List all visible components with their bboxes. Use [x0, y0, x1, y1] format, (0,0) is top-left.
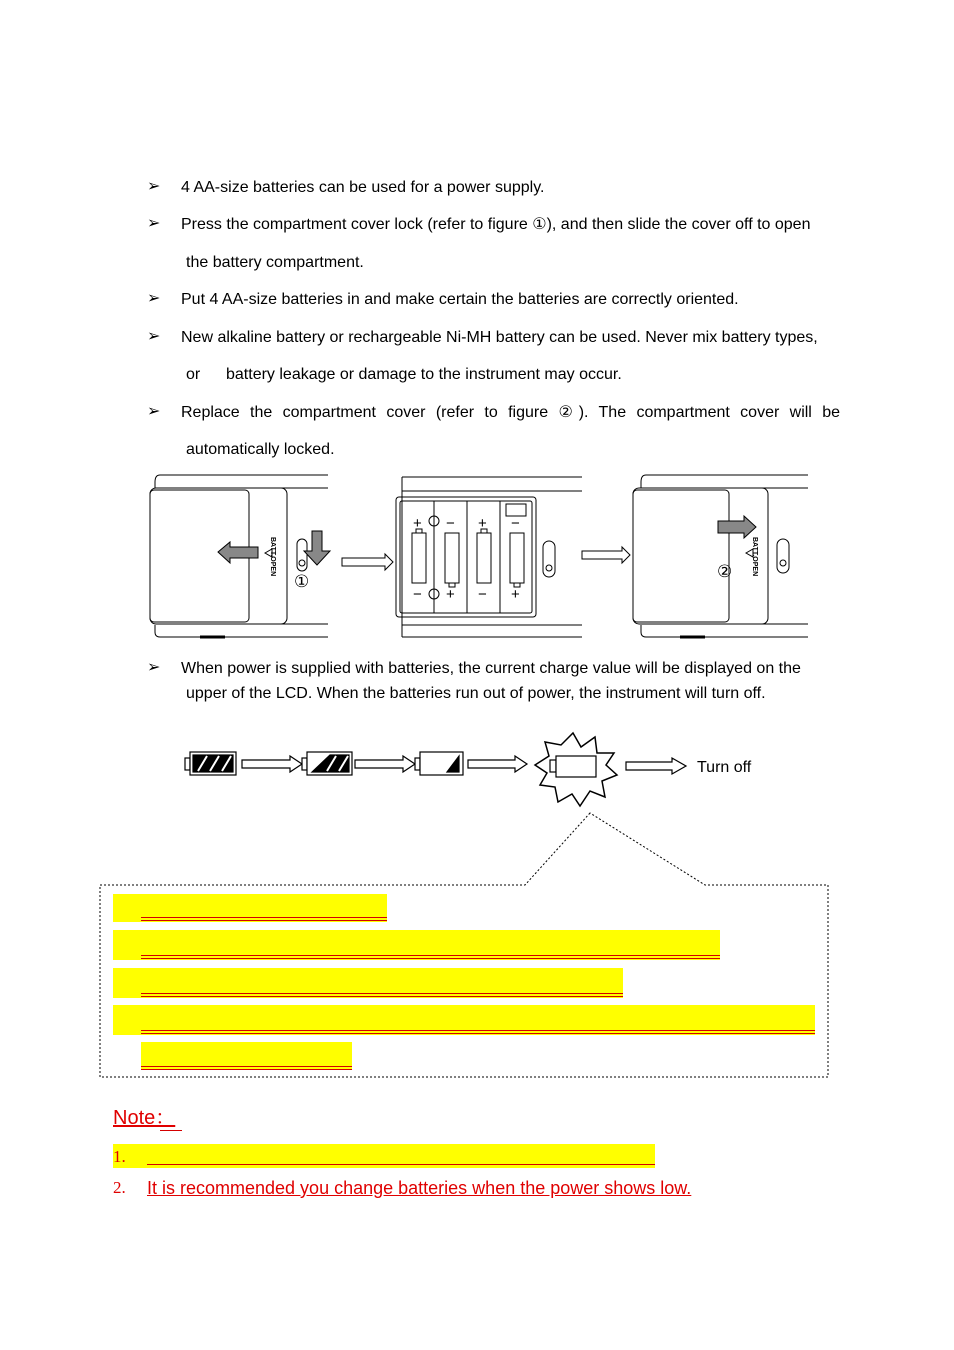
polarity-label: + [446, 586, 455, 603]
note-title: Note： [113, 1107, 176, 1129]
bullet-text-4-cont-b: battery leakage or damage to the instrument may occur. [226, 366, 622, 383]
bullet-text-4-cont-a: or [186, 366, 201, 383]
callout-underline [141, 1069, 352, 1070]
bullet-icon: ➢ [147, 290, 161, 307]
bullet-icon: ➢ [147, 215, 161, 232]
turn-off-arrow [626, 758, 686, 774]
note-item-2-text: It is recommended you change batteries when the power shows low. [147, 1178, 692, 1198]
polarity-label: + [478, 515, 487, 532]
battery-full-icon [185, 752, 236, 775]
polarity-label: − [478, 586, 487, 603]
callout-underline [141, 1066, 352, 1067]
callout-underline [141, 996, 623, 997]
polarity-label: + [511, 586, 520, 603]
bullet-icon: ➢ [147, 403, 161, 420]
bullet-text-2-cont: the battery compartment. [186, 254, 364, 271]
polarity-label: − [511, 515, 520, 532]
turn-off-label: Turn off [697, 759, 752, 776]
step-2-marker: ② [717, 562, 733, 581]
callout-underline [141, 993, 623, 994]
callout-underline [141, 958, 720, 959]
battery-two-thirds-icon [302, 752, 352, 775]
level-arrow [468, 756, 527, 772]
batt-open-label-left: BATT.OPEN [269, 537, 276, 577]
polarity-label: − [446, 515, 455, 532]
bullet-icon: ➢ [147, 659, 161, 676]
battery-empty-flashing-icon [535, 733, 617, 806]
polarity-label: + [413, 515, 422, 532]
bullet-text-5: Replace the compartment cover (refer to figure ②). The compartment cover will be [181, 404, 840, 421]
note-title-underline [160, 1130, 182, 1131]
callout-underline [141, 955, 720, 956]
bullet-icon: ➢ [147, 328, 161, 345]
bullet-text-3: Put 4 AA-size batteries in and make certain the batteries are correctly oriented. [181, 291, 739, 308]
level-arrow [242, 756, 302, 772]
note-item-2-number: 2. [113, 1178, 126, 1197]
battery-one-third-icon [415, 752, 463, 775]
callout-underline [141, 1030, 815, 1031]
bullet-text-2: Press the compartment cover lock (refer to figure ①), and then slide the cover off to open [181, 216, 811, 233]
bullet-text-5-cont: automatically locked. [186, 441, 335, 458]
level-arrow [355, 756, 415, 772]
bullet-text-4: New alkaline battery or rechargeable Ni-MH battery can be used. Never mix battery types, [181, 329, 818, 346]
step-1-marker: ① [294, 572, 310, 591]
note-item-1-underline [147, 1164, 655, 1165]
callout-underline [141, 920, 387, 921]
callout-underline [141, 917, 387, 918]
bullet-text-1: 4 AA-size batteries can be used for a power supply. [181, 179, 545, 196]
callout-underline [141, 1033, 815, 1034]
note-item-1-number: 1. [113, 1147, 126, 1166]
batt-open-label-right: BATT.OPEN [751, 537, 758, 577]
bullet-text-6: When power is supplied with batteries, the current charge value will be displayed on the [181, 660, 801, 677]
bullet-text-6-cont: upper of the LCD. When the batteries run out of power, the instrument will turn off. [186, 685, 766, 702]
polarity-label: − [413, 586, 422, 603]
bullet-icon: ➢ [147, 178, 161, 195]
